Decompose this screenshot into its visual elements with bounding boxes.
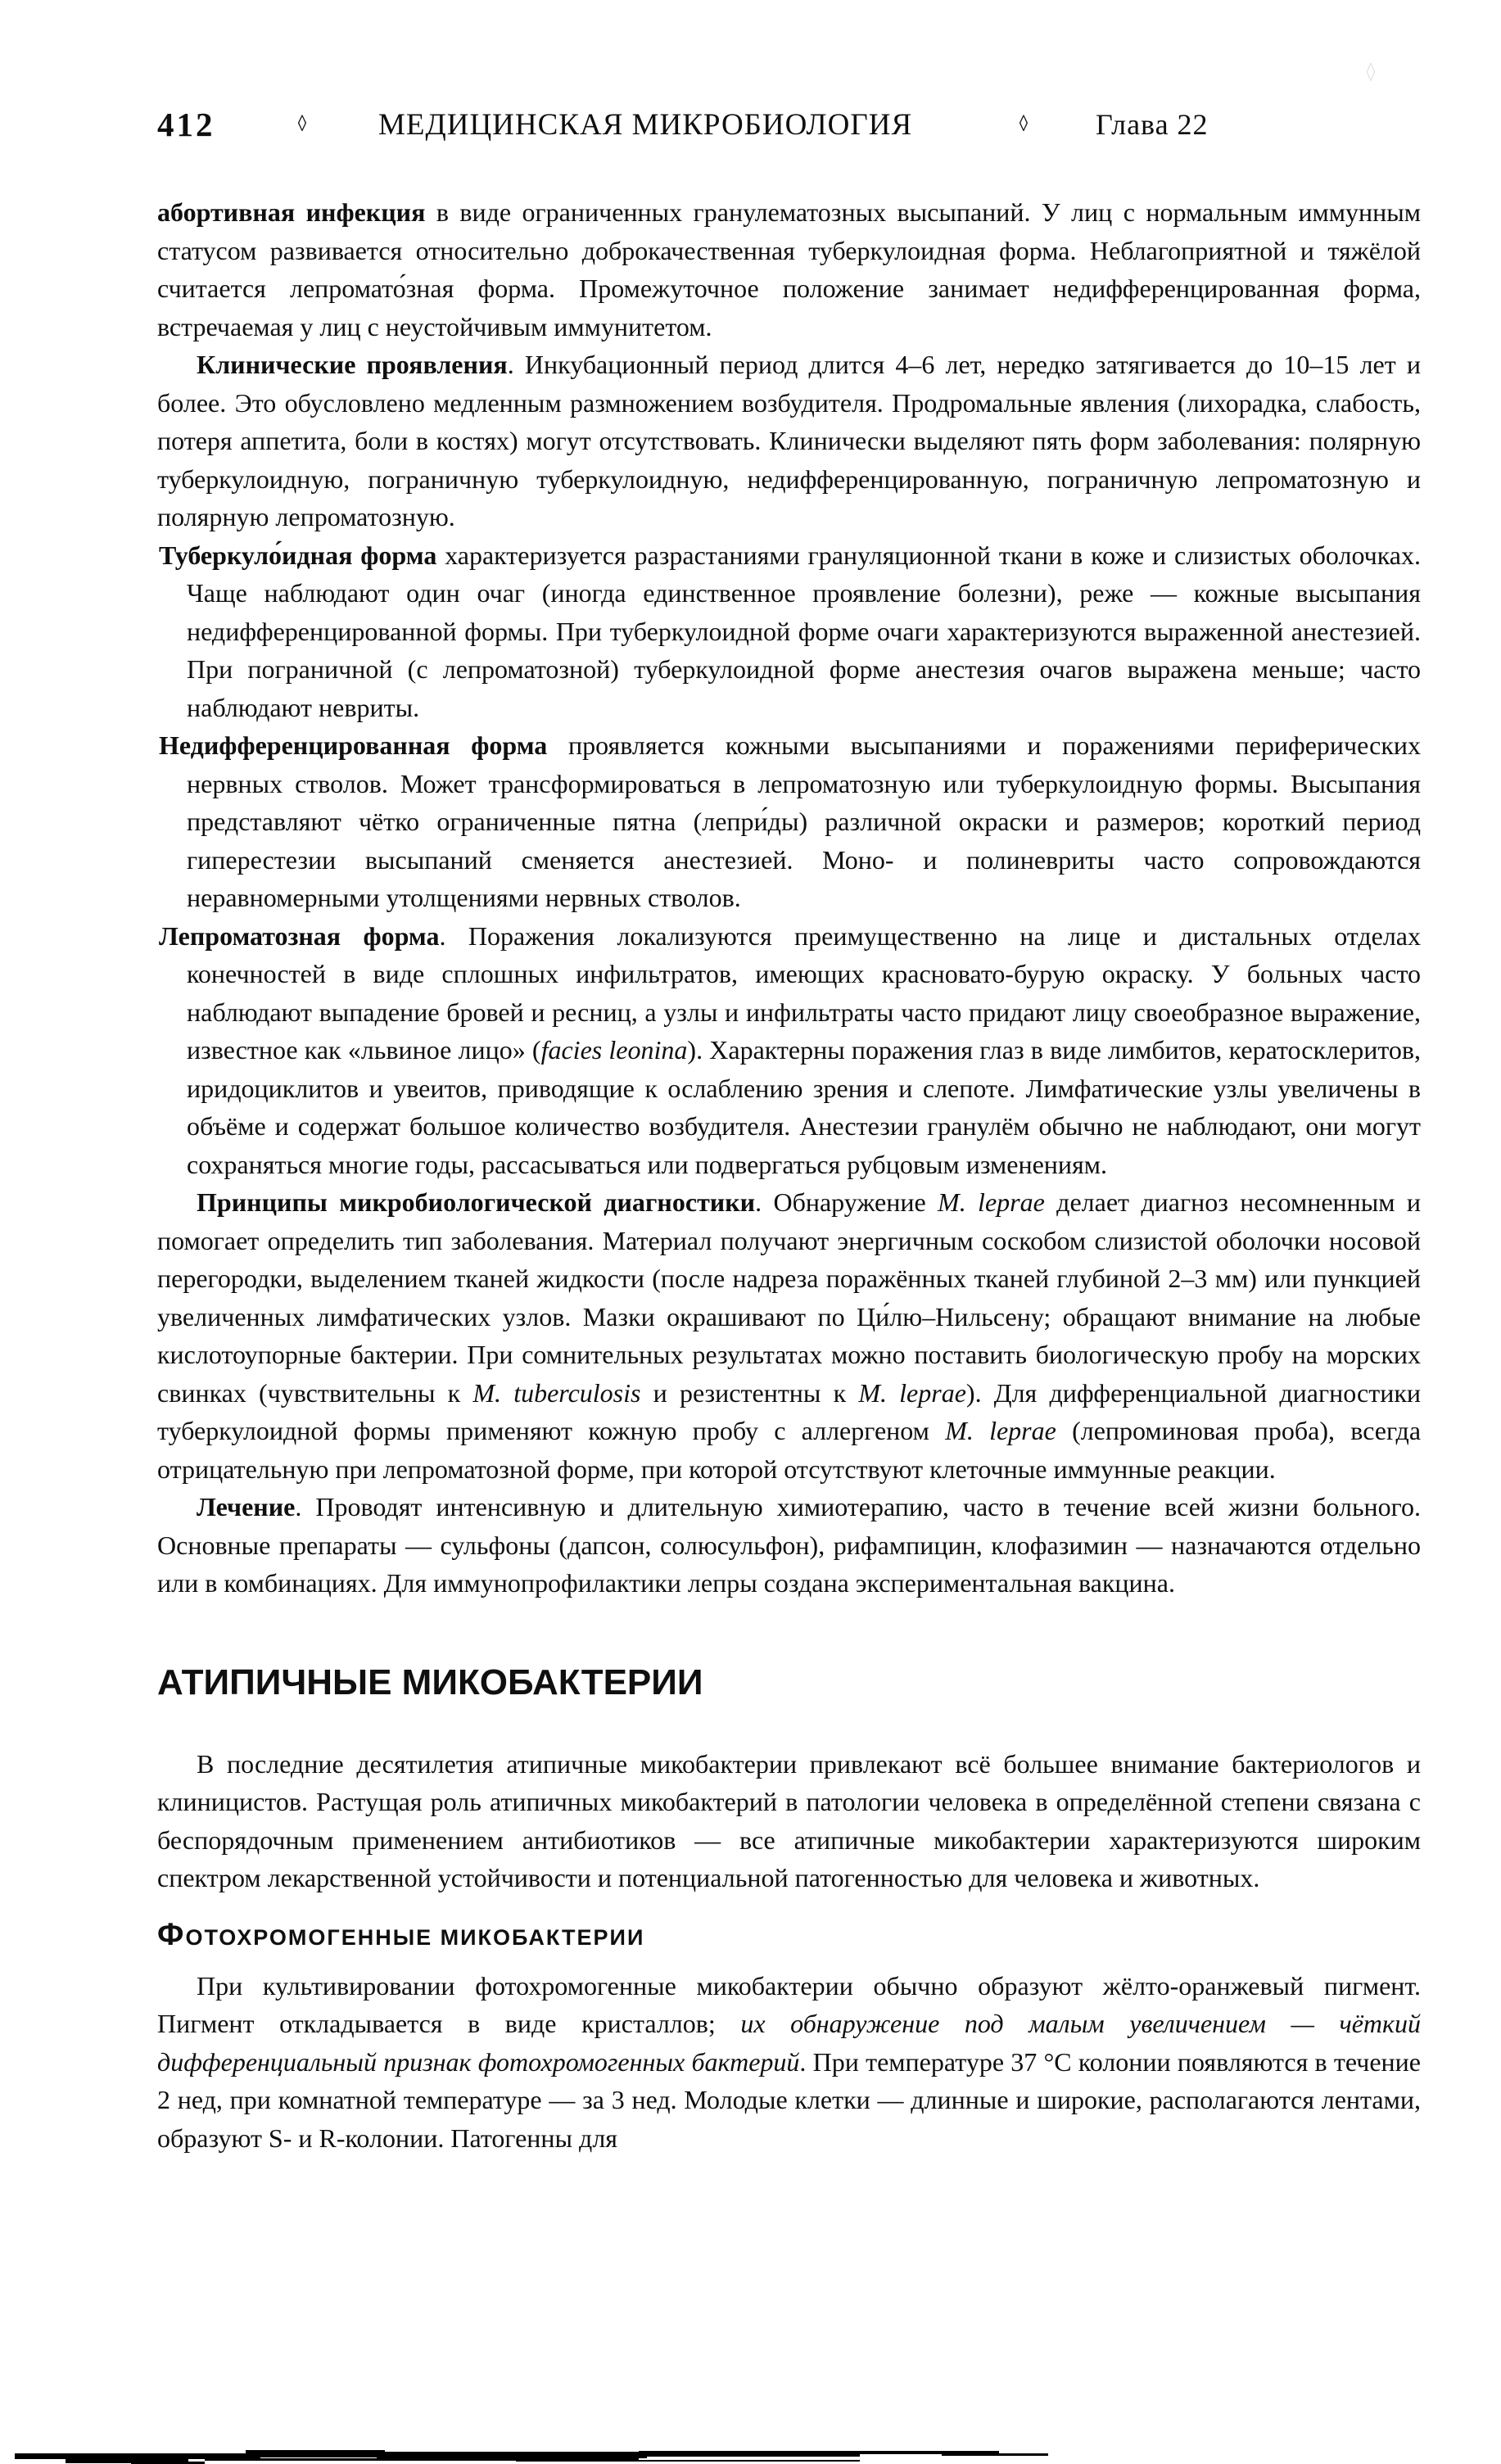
diamond-separator-icon: ◊ bbox=[1019, 111, 1029, 137]
text-segment: характеризуется разрастаниями грануляционной ткани в коже и слизистых оболочках. Чаще наблюдают один очаг (иногда единственное проявление болезни), реже — кожные высыпания недифференцированной формы. При туберкулоидной форме очаги характеризуются выраженной анестезией. При пограничной (с лепроматозной) туберкулоидной форме анестезия очагов выражена меньше; часто наблюдают невриты. bbox=[187, 540, 1422, 722]
text-segment: Клинические проявления bbox=[197, 350, 508, 379]
text-segment: При культивировании фотохромогенные микобактерии обычно образуют жёлто-оранжевый пигмент. Пигмент откладывается в виде кристаллов; bbox=[157, 1970, 1421, 2038]
text-segment: (лепроминовая проба), всегда отрицательную при лепроматозной форме, при которой отсутствуют клеточные иммунные реакции. bbox=[157, 1416, 1422, 1484]
page-number: 412 bbox=[157, 106, 215, 143]
text-segment: M. leprae bbox=[858, 1377, 966, 1408]
paragraph bbox=[157, 1488, 1421, 1603]
chapter-label: Глава 22 bbox=[1096, 108, 1209, 141]
paragraph bbox=[157, 1745, 1421, 1897]
text-segment: проявляется кожными высыпаниями и поражениями периферических нервных стволов. Может трансформироваться в лепроматозную или туберкулоидную формы. Высыпания представляют чётко ограниченные пятна (лепри́ды) различной окраски и размеров; короткий период гиперестезии высыпаний сменяется анестезией. Моно- и полиневриты часто сопровождаются неравномерными утолщениями нервных стволов. bbox=[187, 730, 1422, 912]
paragraph bbox=[157, 1967, 1421, 2158]
page-header bbox=[0, 105, 1501, 149]
text-segment: Лепроматозная форма bbox=[159, 920, 440, 951]
text-segment: их обнаружение под малым увеличением — чёткий дифференциальный признак фотохромогенных бактерий bbox=[157, 2009, 1422, 2077]
page-body bbox=[157, 193, 1421, 2157]
diamond-separator-icon: ◊ bbox=[297, 111, 307, 137]
text-segment: Лечение bbox=[197, 1492, 296, 1521]
subsection-heading: ФОТОХРОМОГЕННЫЕ МИКОБАКТЕРИИ bbox=[157, 1917, 645, 1952]
text-segment: абортивная инфекция bbox=[157, 197, 426, 227]
paragraph bbox=[157, 726, 1421, 917]
text-segment: в виде ограниченных гранулематозных высыпаний. У лиц с нормальным иммунным статусом развивается относительно доброкачественная туберкулоидная форма. Неблагоприятной и тяжёлой считается лепромато́зная форма. Промежуточное положение занимает недифференцированная форма, встречаемая у лиц с неустойчивым иммунитетом. bbox=[157, 197, 1422, 341]
text-segment: . Обнаружение bbox=[755, 1187, 938, 1217]
show-through-diamond-artifact: ◊ bbox=[1366, 57, 1376, 87]
paragraph bbox=[157, 193, 1421, 346]
text-segment: ). Для дифференциальной диагностики туберкулоидной формы применяют кожную пробу с аллергеном bbox=[157, 1377, 1422, 1445]
paragraph bbox=[157, 536, 1421, 727]
text-segment: Туберкуло́идная форма bbox=[159, 540, 437, 570]
text-segment: Принципы микробиологической диагностики bbox=[197, 1187, 756, 1217]
text-segment: делает диагноз несомненным и помогает определить тип заболевания. Материал получают энергичным соскобом слизистой оболочки носовой перегородки, выделением тканей жидкости (после надреза поражённых тканей глубиной 2–3 мм) или пункцией увеличенных лимфатических узлов. Мазки окрашивают по Ци́лю–Нильсену; обращают внимание на любые кислотоупорные бактерии. При сомнительных результатах можно поставить биологическую пробу на морских свинках (чувствительны к bbox=[157, 1187, 1422, 1408]
section-heading: АТИПИЧНЫЕ МИКОБАКТЕРИИ bbox=[157, 1662, 703, 1702]
text-segment: . Инкубационный период длится 4–6 лет, нередко затягивается до 10–15 лет и более. Это обусловлено медленным размножением возбудителя. Продромальные явления (лихорадка, слабость, потеря аппетита, боли в костях) могут отсутствовать. Клинически выделяют пять форм заболевания: полярную туберкулоидную, пограничную туберкулоидную, недифференцированную, пограничную лепроматозную и полярную лепроматозную. bbox=[157, 350, 1422, 531]
text-segment: . Поражения локализуются преимущественно на лице и дистальных отделах конечностей в виде сплошных инфильтратов, имеющих красновато-бурую окраску. У больных часто наблюдают выпадение бровей и ресниц, а узлы и инфильтраты часто придают лицу своеобразное выражение, известное как «львиное лицо» ( bbox=[187, 920, 1421, 1065]
paragraph bbox=[157, 917, 1421, 1184]
text-segment: и резистентны к bbox=[640, 1377, 859, 1408]
text-segment: facies leonina bbox=[540, 1035, 688, 1065]
paragraph bbox=[157, 346, 1421, 536]
text-segment: M. leprae bbox=[945, 1416, 1056, 1445]
text-segment: . При температуре 37 °С колонии появляются в течение 2 нед, при комнатной температуре — за 3 нед. Молодые клетки — длинные и широкие, располагаются лентами, образуют S- и R-колонии. Патогенны для bbox=[157, 2046, 1422, 2153]
text-segment: ). Характерны поражения глаз в виде лимбитов, кератосклеритов, иридоциклитов и увеитов, приводящие к ослаблению зрения и слепоте. Лимфатические узлы увеличены в объёме и содержат большое количество возбудителя. Анестезии гранулём обычно не наблюдают, они могут сохраняться многие годы, рассасываться или подвергаться рубцовым изменениям. bbox=[187, 1035, 1422, 1179]
paragraph bbox=[157, 1183, 1421, 1488]
text-segment: M. tuberculosis bbox=[472, 1377, 641, 1408]
text-segment: Недифференцированная форма bbox=[159, 730, 548, 760]
running-title: МЕДИЦИНСКАЯ МИКРОБИОЛОГИЯ bbox=[378, 108, 913, 142]
text-segment: M. leprae bbox=[938, 1187, 1045, 1217]
text-segment: . Проводят интенсивную и длительную химиотерапию, часто в течение всей жизни больного. Основные препараты — сульфоны (дапсон, солюсульфон), рифампицин, клофазимин — назначаются отдельно или в комбинациях. Для иммунопрофилактики лепры создана экспериментальная вакцина. bbox=[157, 1492, 1421, 1598]
text-segment: В последние десятилетия атипичные микобактерии привлекают всё большее внимание бактериологов и клиницистов. Растущая роль атипичных микобактерий в патологии человека в определённой степени связана с беспорядочным применением антибиотиков — все атипичные микобактерии характеризуются широким спектром лекарственной устойчивости и потенциальной патогенностью для человека и животных. bbox=[157, 1748, 1421, 1892]
